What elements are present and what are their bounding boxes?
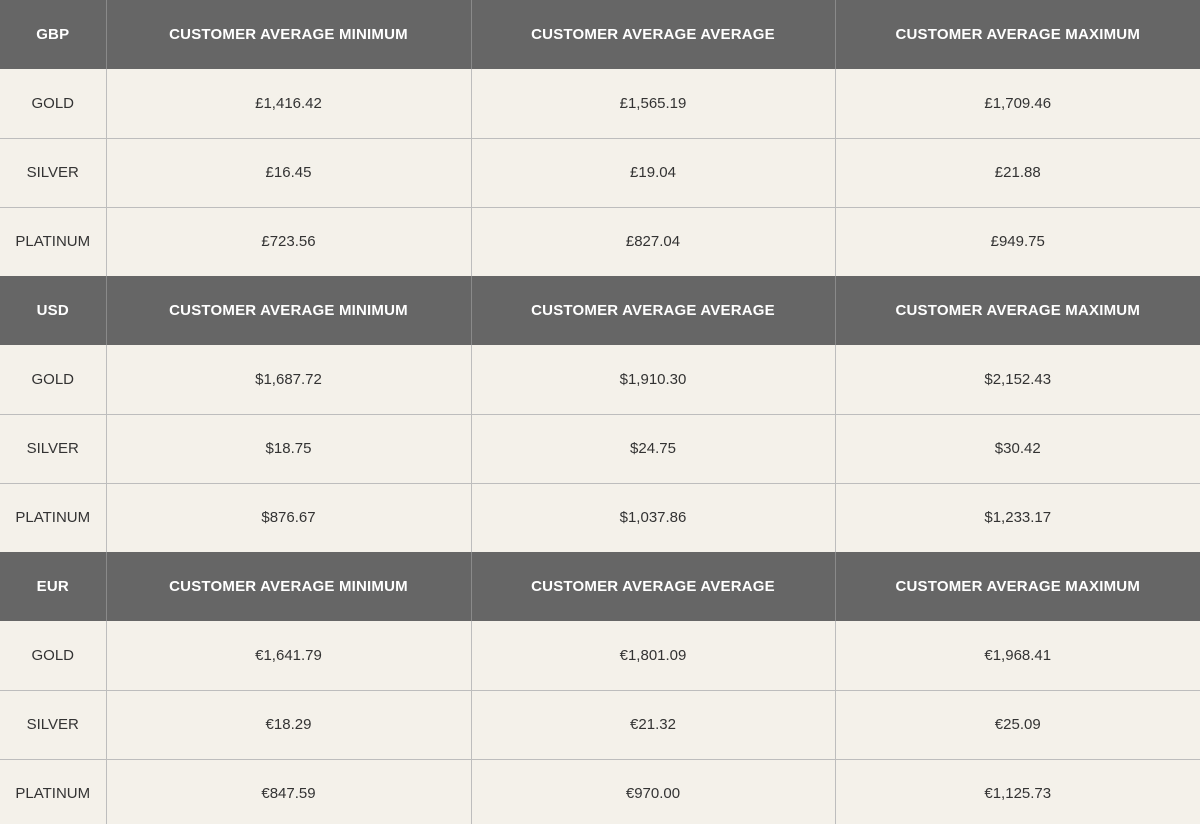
average-value: $24.75 bbox=[471, 414, 835, 483]
table-row bbox=[0, 138, 1200, 207]
minimum-value: $876.67 bbox=[106, 483, 471, 552]
metal-label: PLATINUM bbox=[0, 207, 106, 276]
minimum-value: $1,687.72 bbox=[106, 345, 471, 414]
column-header-maximum: CUSTOMER AVERAGE MAXIMUM bbox=[835, 552, 1200, 621]
average-value: $1,910.30 bbox=[471, 345, 835, 414]
minimum-value: €18.29 bbox=[106, 690, 471, 759]
metal-label: SILVER bbox=[0, 138, 106, 207]
column-header-average: CUSTOMER AVERAGE AVERAGE bbox=[471, 0, 835, 69]
maximum-value: $30.42 bbox=[835, 414, 1200, 483]
metal-label: GOLD bbox=[0, 69, 106, 138]
metal-label: SILVER bbox=[0, 690, 106, 759]
average-value: €970.00 bbox=[471, 759, 835, 824]
table-row bbox=[0, 69, 1200, 138]
average-value: £1,565.19 bbox=[471, 69, 835, 138]
table-row bbox=[0, 690, 1200, 759]
average-value: £19.04 bbox=[471, 138, 835, 207]
currency-label: USD bbox=[0, 276, 106, 345]
metal-label: PLATINUM bbox=[0, 759, 106, 824]
minimum-value: €1,641.79 bbox=[106, 621, 471, 690]
minimum-value: $18.75 bbox=[106, 414, 471, 483]
table-row bbox=[0, 345, 1200, 414]
maximum-value: $1,233.17 bbox=[835, 483, 1200, 552]
maximum-value: £21.88 bbox=[835, 138, 1200, 207]
column-header-minimum: CUSTOMER AVERAGE MINIMUM bbox=[106, 552, 471, 621]
average-value: €1,801.09 bbox=[471, 621, 835, 690]
average-value: $1,037.86 bbox=[471, 483, 835, 552]
maximum-value: £1,709.46 bbox=[835, 69, 1200, 138]
maximum-value: €25.09 bbox=[835, 690, 1200, 759]
column-header-maximum: CUSTOMER AVERAGE MAXIMUM bbox=[835, 276, 1200, 345]
metal-label: GOLD bbox=[0, 345, 106, 414]
table-row bbox=[0, 483, 1200, 552]
maximum-value: $2,152.43 bbox=[835, 345, 1200, 414]
maximum-value: €1,968.41 bbox=[835, 621, 1200, 690]
currency-label: GBP bbox=[0, 0, 106, 69]
table-row bbox=[0, 207, 1200, 276]
currency-label: EUR bbox=[0, 552, 106, 621]
column-header-minimum: CUSTOMER AVERAGE MINIMUM bbox=[106, 276, 471, 345]
average-value: £827.04 bbox=[471, 207, 835, 276]
section-header-gbp bbox=[0, 0, 1200, 69]
column-header-minimum: CUSTOMER AVERAGE MINIMUM bbox=[106, 0, 471, 69]
maximum-value: £949.75 bbox=[835, 207, 1200, 276]
table-row bbox=[0, 759, 1200, 824]
metal-label: SILVER bbox=[0, 414, 106, 483]
maximum-value: €1,125.73 bbox=[835, 759, 1200, 824]
table-row bbox=[0, 414, 1200, 483]
metal-label: GOLD bbox=[0, 621, 106, 690]
section-header-eur bbox=[0, 552, 1200, 621]
column-header-average: CUSTOMER AVERAGE AVERAGE bbox=[471, 552, 835, 621]
minimum-value: €847.59 bbox=[106, 759, 471, 824]
minimum-value: £1,416.42 bbox=[106, 69, 471, 138]
metal-label: PLATINUM bbox=[0, 483, 106, 552]
minimum-value: £723.56 bbox=[106, 207, 471, 276]
column-header-average: CUSTOMER AVERAGE AVERAGE bbox=[471, 276, 835, 345]
table-row bbox=[0, 621, 1200, 690]
column-header-maximum: CUSTOMER AVERAGE MAXIMUM bbox=[835, 0, 1200, 69]
section-header-usd bbox=[0, 276, 1200, 345]
average-value: €21.32 bbox=[471, 690, 835, 759]
minimum-value: £16.45 bbox=[106, 138, 471, 207]
